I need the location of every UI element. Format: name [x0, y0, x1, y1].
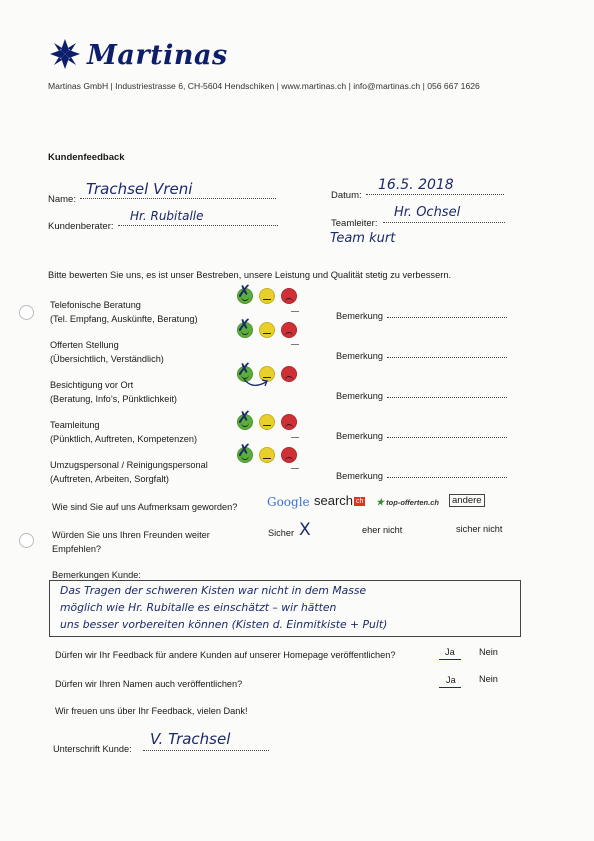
intro-text: Bitte bewerten Sie uns, es ist unser Bestreben, unsere Leistung und Qualität stetig zu verbessern. — [48, 270, 452, 280]
rating-smileys[interactable] — [237, 316, 303, 343]
datum-value: 16.5. 2018 — [378, 177, 454, 193]
divider — [291, 311, 299, 312]
hole-punch-icon — [19, 305, 34, 320]
rating-smileys[interactable] — [237, 441, 303, 468]
smiley-good-icon[interactable]: ✗ — [237, 441, 252, 461]
arrow-mark-icon — [242, 376, 272, 390]
source-topofferten[interactable] — [376, 497, 439, 508]
smiley-bad-icon[interactable] — [281, 366, 297, 382]
remark-label: Bemerkung — [336, 391, 383, 401]
section-title: Teamleitung — [50, 420, 100, 430]
smiley-good-icon[interactable]: ✗ — [237, 360, 252, 380]
teamleiter-label: Teamleiter: — [331, 218, 378, 229]
source-andere-box[interactable] — [449, 494, 485, 507]
smiley-bad-icon[interactable] — [281, 322, 297, 338]
section-subtitle: (Auftreten, Arbeiten, Sorgfalt) — [50, 474, 169, 484]
recommend-option-sicher[interactable]: Sicher — [268, 528, 295, 538]
recommend-mark: X — [299, 520, 311, 540]
smiley-neutral-icon[interactable] — [259, 414, 275, 430]
remark-field[interactable] — [387, 349, 507, 358]
remark-field[interactable] — [387, 429, 507, 438]
divider — [291, 468, 299, 469]
hole-punch-icon — [19, 533, 34, 548]
recommend-question-line2: Empfehlen? — [52, 544, 102, 554]
smiley-bad-icon[interactable] — [281, 447, 297, 463]
team-note: Team kurt — [330, 231, 396, 246]
section-subtitle: (Übersichtlich, Verständlich) — [50, 354, 164, 364]
source-search[interactable] — [314, 493, 365, 508]
divider — [291, 344, 299, 345]
search-logo-text: search — [314, 493, 354, 508]
comments-line2: möglich wie Hr. Rubitalle es einschätzt – wir hätten — [60, 601, 337, 614]
smiley-bad-icon[interactable] — [281, 414, 297, 430]
source-google[interactable] — [267, 495, 310, 509]
comments-line3: uns besser vorbereiten können (Kisten d. Einmitkiste + Pult) — [60, 618, 388, 631]
search-logo-suffix: ch — [356, 498, 364, 506]
remark-label: Bemerkung — [336, 471, 383, 481]
smiley-good-icon[interactable]: ✗ — [237, 408, 252, 428]
smiley-good-icon[interactable]: ✗ — [237, 282, 252, 302]
kundenberater-value: Hr. Rubitalle — [130, 209, 204, 223]
section-title: Umzugspersonal / Reinigungspersonal — [50, 460, 208, 470]
datum-label: Datum: — [331, 190, 362, 201]
smiley-neutral-icon[interactable] — [259, 322, 275, 338]
source-question: Wie sind Sie auf uns Aufmerksam geworden? — [52, 502, 238, 512]
topofferten-logo-text: top-offerten.ch — [386, 498, 439, 507]
publish-name-ja[interactable]: Ja — [446, 675, 456, 685]
smiley-neutral-icon[interactable] — [259, 288, 275, 304]
google-logo-text: Google — [267, 495, 310, 509]
rating-smileys[interactable] — [237, 282, 303, 309]
section-subtitle: (Tel. Empfang, Auskünfte, Beratung) — [50, 314, 198, 324]
remark-label: Bemerkung — [336, 351, 383, 361]
kundenberater-label: Kundenberater: — [48, 221, 114, 232]
comments-label: Bemerkungen Kunde: — [52, 570, 141, 580]
name-value: Trachsel Vreni — [86, 180, 193, 198]
publish-question-name: Dürfen wir Ihren Namen auch veröffentlichen? — [55, 679, 243, 689]
section-subtitle: (Pünktlich, Auftreten, Kompetenzen) — [50, 434, 198, 444]
section-title: Offerten Stellung — [50, 340, 119, 350]
form-title: Kundenfeedback — [48, 152, 125, 163]
publish-feedback-ja[interactable]: Ja — [445, 647, 455, 657]
section-title: Telefonische Beratung — [50, 300, 141, 310]
recommend-option-eher-nicht[interactable]: eher nicht — [362, 525, 403, 535]
company-logo-text: Martinas — [87, 40, 228, 71]
company-address: Martinas GmbH | Industriestrasse 6, CH-5604 Hendschiken | www.martinas.ch | info@martinas.ch | 056 667 1626 — [48, 81, 480, 91]
teamleiter-value: Hr. Ochsel — [394, 205, 461, 220]
publish-feedback-ja-underline — [439, 659, 461, 660]
remark-field[interactable] — [387, 469, 507, 478]
thanks-text: Wir freuen uns über Ihr Feedback, vielen Dank! — [55, 706, 248, 716]
section-subtitle: (Beratung, Info’s, Pünktlichkeit) — [50, 394, 177, 404]
remark-label: Bemerkung — [336, 431, 383, 441]
remark-field[interactable] — [387, 389, 507, 398]
publish-name-nein[interactable]: Nein — [479, 674, 498, 684]
star-icon: ★ — [376, 497, 385, 507]
rating-smileys[interactable] — [237, 408, 303, 435]
publish-feedback-nein[interactable]: Nein — [479, 647, 498, 657]
smiley-good-icon[interactable]: ✗ — [237, 316, 252, 336]
recommend-option-sicher-nicht[interactable]: sicher nicht — [456, 524, 503, 534]
remark-field[interactable] — [387, 309, 507, 318]
signature-label: Unterschrift Kunde: — [53, 744, 132, 754]
recommend-question-line1: Würden Sie uns Ihren Freunden weiter — [52, 530, 210, 540]
signature-value: V. Trachsel — [150, 730, 231, 748]
smiley-neutral-icon[interactable] — [259, 447, 275, 463]
comments-line1: Das Tragen der schweren Kisten war nicht in dem Masse — [60, 584, 367, 597]
publish-question-feedback: Dürfen wir Ihr Feedback für andere Kunden auf unserer Homepage veröffentlichen? — [55, 650, 396, 660]
section-title: Besichtigung vor Ort — [50, 380, 134, 390]
smiley-bad-icon[interactable] — [281, 288, 297, 304]
divider — [291, 437, 299, 438]
publish-name-ja-underline — [439, 687, 461, 688]
name-label: Name: — [48, 194, 76, 205]
andere-label: andere — [452, 495, 482, 506]
remark-label: Bemerkung — [336, 311, 383, 321]
martinas-logo-icon — [50, 39, 80, 69]
